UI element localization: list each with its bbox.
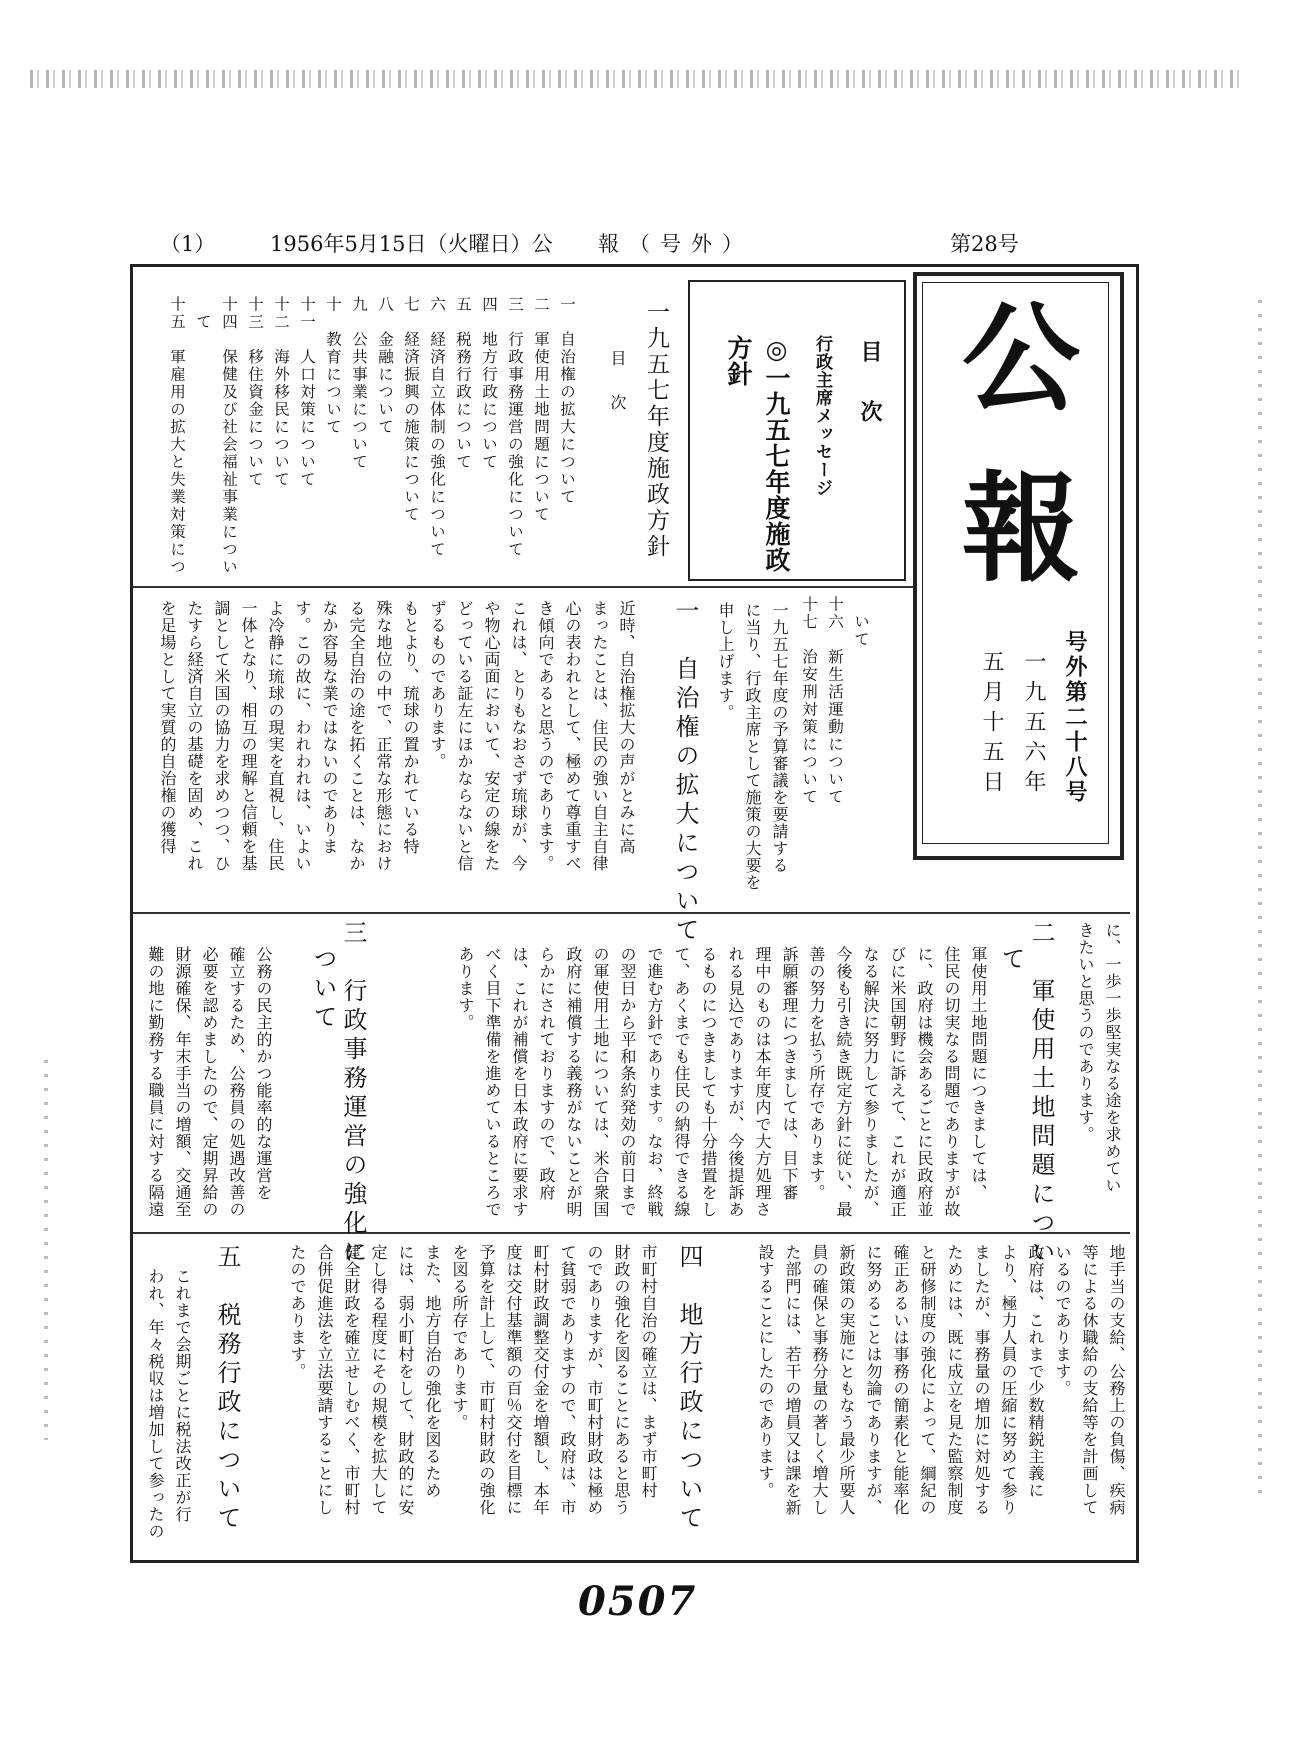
list-item: 四 地方行政について (480, 296, 498, 471)
list-item: 十四 保健及び社会福祉事業につい (220, 296, 238, 576)
section-3-heading-cont: ついて (309, 946, 337, 1033)
section-4-body: 市町村自治の確立は、まず市町村 財政の強化を図ることにあると思う のでありますが、市町村財政は極め て貧弱でありますので、政府は、市 町村財政調整交付金を増額し、本年 度は交付基準額の百％交付を目標に 予算を計上して、市町村財政の強化 を図る所存であります。 また、地方自治の強化を図るため には、弱小町村をして、財政的に安 定し得る程度にその規模を拡大して 健全財政を確立せしむべく、市町村 合併促進法を立法要請することにし たのであります。 (288, 1244, 658, 1516)
section-3-body: 公務の民主的かつ能率的な運営を 確立するため、公務員の処遇改善の 必要を認めましたので、定期昇給の 財源確保、年末手当の増額、交通至 難の地に勤務する職員に対する隔遠 (146, 946, 273, 1218)
section-5-body: これまで会期ごとに税法改正が行 われ、年々税収は増加して参ったの (146, 1268, 192, 1540)
section-2-body-lead: に、一歩一歩堅実なる途を求めてい きたいと思うのであります。 (1076, 922, 1122, 1194)
list-item: 十六 新生活運動について (826, 596, 844, 806)
masthead-date: 五月十五日 (979, 650, 1004, 800)
list-item: 十一 人口対策について (298, 296, 316, 489)
scan-noise-top (30, 70, 1240, 88)
issue-number: 第28号 (950, 232, 1019, 256)
contents-title: 目 次 (857, 340, 883, 430)
scan-noise-left (44, 1060, 48, 1440)
toc-title: 一九五七年度施政方針 (643, 300, 669, 560)
contents-item: ◎一九五七年度施政 (762, 335, 791, 573)
contents-item-cont: 方針 (724, 335, 753, 387)
list-item: 五 税務行政について (454, 296, 472, 471)
toc-list-continued (796, 596, 874, 896)
list-item: 九 公共事業について (350, 296, 368, 471)
list-item: 一 自治権の拡大について (558, 296, 576, 506)
rule-middle (133, 912, 1130, 914)
section-3-body-cont: 地手当の支給、公務上の負傷、疾病 等による休職給の支給等を計画して いるのであります。 政府は、これまで少数精鋭主義に より、極力人員の圧縮に努めて参り ましたが、事務量の増加に対処する ためには、既に成立を見た監察制度 と研修制度の強化によって、綱紀の 確正あるいは事務の簡素化と能率化 に努めることは勿論でありますが、 新政策の実施にともなう最少所要人 員の確保と事務分量の著しく増大し た部門には、若干の増員又は課を新 設することにしたのであります。 (756, 1244, 1126, 1516)
list-item: 十五 軍雇用の拡大と失業対策につ (168, 296, 186, 576)
contents-box (688, 280, 906, 581)
section-5-heading: 五 税務行政について (213, 1244, 241, 1534)
masthead-year: 一九五六年 (1021, 650, 1046, 800)
list-item: 二 軍使用土地問題について (532, 296, 550, 524)
toc-list (164, 296, 580, 582)
list-item: 十三 移住資金について (246, 296, 264, 489)
publication-name: 報（号外） (598, 232, 753, 256)
list-item: 八 金融について (376, 296, 394, 436)
section-4-heading: 四 地方行政について (675, 1244, 703, 1534)
masthead-title-1: 公 (962, 289, 1081, 428)
page-number: （1） (160, 232, 216, 256)
section-1-body: 近時、自治権拡大の声がとみに高 まったことは、住民の強い自主自律 心の表われとして、極めて尊重すべ き傾向であると思うのであります。 これは、とりもなおさず琉球が、今 や物心両面において、安定の線をた どっている証左にほかならないと信 ずるものであります。 もとより、琉球の置かれている特 殊な地位の中で、正常な形態におけ る完全自治の途を拓くことは、なか なか容易な業ではないのでありま す。この故に、われわれは、いよい よ冷静に琉球の現実を直視し、住民 一体となり、相互の理解と信頼を基 調として米国の協力を求めつつ、ひ たすら経済自立の基礎を固め、これ を足場として実質的自治権の獲得 (158, 600, 636, 872)
scan-noise-right (1258, 300, 1262, 1500)
list-item: 十二 海外移民について (272, 296, 290, 489)
section-2-heading: 二 軍使用土地問題につい (1027, 920, 1055, 1268)
masthead-title-2: 報 (962, 459, 1081, 598)
list-item: 七 経済振興の施策について (402, 296, 420, 524)
contents-sender: 行政主席メッセージ (812, 335, 832, 497)
list-item: 十七 治安刑対策について (800, 596, 818, 806)
list-item: 六 経済自立体制の強化について (428, 296, 446, 559)
section-3-heading: 三 行政事務運営の強化に (339, 920, 367, 1268)
toc-intro: 一九五七年度の予算審議を要請する に当り、行政主席として施策の大要を 申し上げます。 (716, 602, 789, 891)
list-item: 十 教育について (324, 296, 342, 436)
toc-subtitle: 目 次 (608, 350, 627, 416)
section-2-heading-cont: て (997, 946, 1025, 975)
list-item: いて (852, 596, 870, 649)
list-item: 三 行政事務運営の強化について (506, 296, 524, 559)
rule-top (133, 586, 913, 588)
page-stamp: 0507 (578, 1578, 698, 1625)
section-1-heading: 一 自治権の拡大について (671, 598, 699, 946)
masthead-issue: 号外第二十八号 (1062, 630, 1088, 805)
section-2-body: 軍使用土地問題につきましては、 住民の切実なる問題でありますが故 に、政府は機会あるごとに民政府並 びに米国朝野に訴えて、これが適正 なる解決に努力して参りましたが、 今後も引き続き既定方針に従い、最 善の努力を払う所存であります。 訴願審理につきましては、目下審 理中のものは本年度内で大方処理さ れる見込でありますが、今後提訴あ るものにつきましても十分措置をし て、あくまでも住民の納得できる線 で進む方針であります。なお、終戦 の翌日から平和条約発効の前日まで の軍使用土地については、米合衆国 政府に補償する義務がないことが明 らかにされておりますので、政府 は、これが補償を日本政府に要求す べく目下準備を進めているところで あります。 (456, 946, 988, 1218)
list-item: て (194, 296, 212, 331)
publication-date: 1956年5月15日（火曜日）公 (270, 232, 553, 256)
rule-lower (133, 1232, 1130, 1234)
